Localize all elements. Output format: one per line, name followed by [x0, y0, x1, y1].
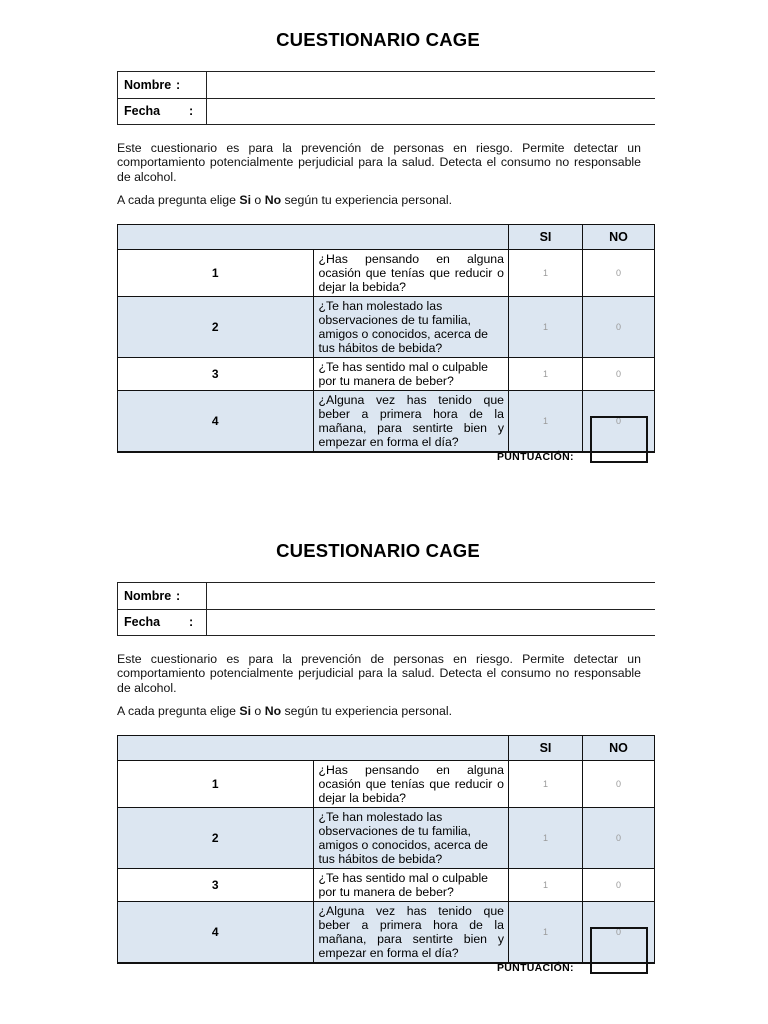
table-row — [118, 869, 655, 902]
answer-no-option[interactable]: 0 — [583, 391, 655, 453]
score-input-box[interactable] — [590, 927, 648, 974]
question-text: ¿Te has sentido mal o culpable por tu manera de beber? — [313, 358, 509, 391]
answer-si-option[interactable]: 1 — [509, 761, 583, 808]
intro-text: Este cuestionario es para la prevención de personas en riesgo. Permite detectar un comportamiento potencialmente perjudicial para la salud. Detecta el consumo no responsable de alcohol. — [117, 141, 641, 184]
answer-si-option[interactable]: 1 — [509, 902, 583, 964]
date-row — [118, 609, 655, 635]
instruction-si: Si — [239, 193, 252, 207]
table-row — [118, 391, 655, 453]
answer-si-option[interactable]: 1 — [509, 808, 583, 869]
score-input-box[interactable] — [590, 416, 648, 463]
instruction-no: No — [264, 704, 282, 718]
date-label-text: Fecha — [124, 615, 161, 629]
answer-si-option[interactable]: 1 — [509, 391, 583, 453]
name-row — [118, 72, 655, 99]
identification-box — [117, 71, 655, 125]
instruction-si: Si — [239, 704, 252, 718]
question-number: 3 — [118, 358, 314, 391]
question-number: 4 — [118, 391, 314, 453]
question-text: ¿Te has sentido mal o culpable por tu manera de beber? — [313, 869, 509, 902]
date-colon: : — [189, 615, 194, 629]
question-number: 1 — [118, 761, 314, 808]
questions-table — [117, 224, 655, 453]
name-label-text: Nombre — [124, 78, 172, 92]
table-row — [118, 297, 655, 358]
instruction-middle: o — [251, 704, 265, 718]
answer-no-option[interactable]: 0 — [583, 761, 655, 808]
date-field[interactable] — [208, 98, 655, 124]
question-text: ¿Te han molestado las observaciones de tu familia, amigos o conocidos, acerca de tus hábitos de bebida? — [313, 297, 509, 358]
name-field[interactable] — [208, 583, 655, 609]
name-label — [118, 72, 207, 98]
table-header-row — [118, 736, 655, 761]
page-title: CUESTIONARIO CAGE — [276, 540, 480, 561]
date-field[interactable] — [208, 609, 655, 635]
intro-text: Este cuestionario es para la prevención de personas en riesgo. Permite detectar un comportamiento potencialmente perjudicial para la salud. Detecta el consumo no responsable de alcohol. — [117, 652, 641, 695]
header-si: SI — [509, 225, 583, 250]
name-field[interactable] — [208, 72, 655, 98]
question-text: ¿Has pensando en alguna ocasión que tenías que reducir o dejar la bebida? — [313, 761, 509, 808]
header-blank-cell — [118, 225, 509, 250]
date-label-text: Fecha — [124, 104, 161, 118]
question-text: ¿Alguna vez has tenido que beber a primera hora de la mañana, para sentirte bien y empezar en forma el día? — [313, 391, 509, 453]
instruction-suffix: según tu experiencia personal. — [281, 193, 453, 207]
name-colon: : — [176, 589, 181, 603]
question-number: 2 — [118, 297, 314, 358]
instruction-prefix: A cada pregunta elige — [117, 704, 240, 718]
date-row — [118, 98, 655, 124]
question-number: 1 — [118, 250, 314, 297]
questions-table — [117, 735, 655, 964]
instruction-middle: o — [251, 193, 265, 207]
table-row — [118, 358, 655, 391]
date-label — [118, 609, 207, 635]
page-title: CUESTIONARIO CAGE — [276, 29, 480, 50]
name-colon: : — [176, 78, 181, 92]
name-label-text: Nombre — [124, 589, 172, 603]
question-number: 2 — [118, 808, 314, 869]
answer-si-option[interactable]: 1 — [509, 250, 583, 297]
question-text: ¿Alguna vez has tenido que beber a primera hora de la mañana, para sentirte bien y empezar en forma el día? — [313, 902, 509, 964]
answer-no-option[interactable]: 0 — [583, 297, 655, 358]
score-label: PUNTUACIÓN: — [497, 451, 574, 463]
answer-si-option[interactable]: 1 — [509, 869, 583, 902]
identification-box — [117, 582, 655, 636]
instruction-prefix: A cada pregunta elige — [117, 193, 240, 207]
score-label: PUNTUACIÓN: — [497, 962, 574, 974]
header-blank-cell — [118, 736, 509, 761]
instruction-text — [117, 193, 641, 207]
question-text: ¿Has pensando en alguna ocasión que tenías que reducir o dejar la bebida? — [313, 250, 509, 297]
answer-si-option[interactable]: 1 — [509, 358, 583, 391]
answer-no-option[interactable]: 0 — [583, 869, 655, 902]
answer-no-option[interactable]: 0 — [583, 358, 655, 391]
date-label — [118, 98, 207, 124]
name-row — [118, 583, 655, 610]
answer-no-option[interactable]: 0 — [583, 902, 655, 964]
instruction-text — [117, 704, 641, 718]
table-header-row — [118, 225, 655, 250]
instruction-suffix: según tu experiencia personal. — [281, 704, 453, 718]
date-colon: : — [189, 104, 194, 118]
table-row — [118, 761, 655, 808]
table-row — [118, 808, 655, 869]
name-label — [118, 583, 207, 609]
question-number: 3 — [118, 869, 314, 902]
table-row — [118, 250, 655, 297]
header-no: NO — [583, 736, 655, 761]
question-number: 4 — [118, 902, 314, 964]
cage-questionnaire — [0, 511, 768, 1023]
instruction-no: No — [264, 193, 282, 207]
answer-no-option[interactable]: 0 — [583, 250, 655, 297]
table-row — [118, 902, 655, 964]
answer-no-option[interactable]: 0 — [583, 808, 655, 869]
question-text: ¿Te han molestado las observaciones de tu familia, amigos o conocidos, acerca de tus hábitos de bebida? — [313, 808, 509, 869]
header-no: NO — [583, 225, 655, 250]
answer-si-option[interactable]: 1 — [509, 297, 583, 358]
header-si: SI — [509, 736, 583, 761]
